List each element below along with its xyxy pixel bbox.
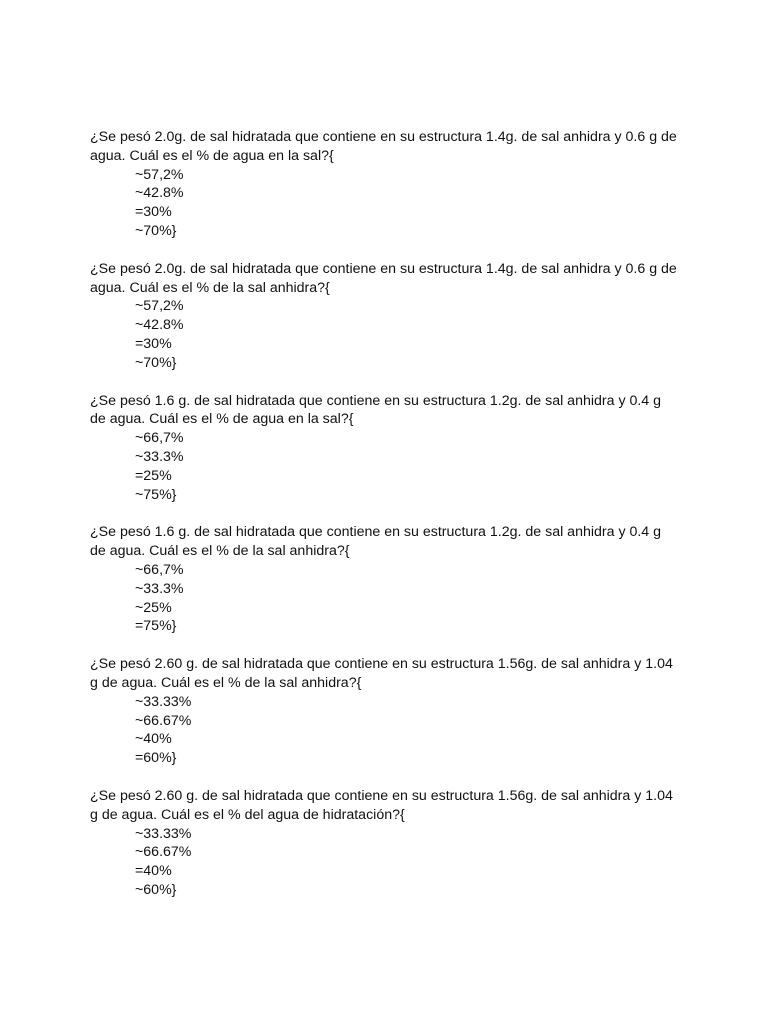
answer-option: ~57,2%: [135, 298, 184, 315]
answer-options: [90, 297, 680, 372]
answer-option: ~66,7%: [135, 561, 184, 578]
answer-option: ~42.8%: [135, 185, 184, 202]
question-block: [90, 655, 680, 768]
question-text: ¿Se pesó 2.0g. de sal hidratada que contiene en su estructura 1.4g. de sal anhidra y 0.6 g de agua. Cuál es el % de la sal anhidra?{: [90, 260, 677, 296]
answer-option: ~75%}: [135, 486, 177, 503]
question-text: ¿Se pesó 2.0g. de sal hidratada que contiene en su estructura 1.4g. de sal anhidra y 0.6 g de agua. Cuál es el % de agua en la sal?{: [90, 129, 677, 164]
answer-option: ~33.3%: [135, 580, 184, 597]
answer-option: ~33.3%: [135, 448, 184, 465]
answer-option: ~70%}: [135, 354, 177, 371]
answer-option: ~42.8%: [135, 317, 184, 334]
answer-option: ~66.67%: [135, 844, 192, 861]
answer-option: ~33.33%: [135, 693, 192, 710]
answer-option: =75%}: [135, 618, 177, 635]
answer-options: [90, 825, 680, 900]
answer-option: ~57,2%: [135, 166, 184, 183]
answer-option: ~66.67%: [135, 712, 192, 729]
answer-option: ~25%: [135, 599, 172, 616]
answer-options: [90, 166, 680, 241]
question-block: [90, 260, 680, 373]
answer-option: =30%: [135, 204, 172, 221]
question-text: ¿Se pesó 2.60 g. de sal hidratada que contiene en su estructura 1.56g. de sal anhidra y 1.04 g de agua. Cuál es el % de la sal anhidra?{: [90, 656, 673, 691]
question-block: [90, 392, 680, 505]
question-text: ¿Se pesó 2.60 g. de sal hidratada que contiene en su estructura 1.56g. de sal anhidra y 1.04 g de agua. Cuál es el % del agua de hidratación?{: [90, 787, 673, 823]
question-text: ¿Se pesó 1.6 g. de sal hidratada que contiene en su estructura 1.2g. de sal anhidra y 0.4 g de agua. Cuál es el % de la sal anhidra?{: [90, 524, 662, 560]
answer-options: [90, 693, 680, 768]
answer-option: =60%}: [135, 750, 177, 767]
document-page: [90, 128, 680, 919]
answer-options: [90, 561, 680, 636]
answer-option: ~33.33%: [135, 825, 192, 842]
answer-option: =25%: [135, 467, 172, 484]
question-block: [90, 128, 680, 241]
question-text: ¿Se pesó 1.6 g. de sal hidratada que contiene en su estructura 1.2g. de sal anhidra y 0.4 g de agua. Cuál es el % de agua en la sal?{: [90, 392, 662, 428]
question-block: [90, 787, 680, 900]
answer-options: [90, 429, 680, 504]
answer-option: ~40%: [135, 731, 172, 748]
answer-option: ~60%}: [135, 881, 177, 898]
answer-option: ~66,7%: [135, 430, 184, 447]
answer-option: ~70%}: [135, 222, 177, 239]
answer-option: =40%: [135, 863, 172, 880]
answer-option: =30%: [135, 335, 172, 352]
question-block: [90, 523, 680, 636]
